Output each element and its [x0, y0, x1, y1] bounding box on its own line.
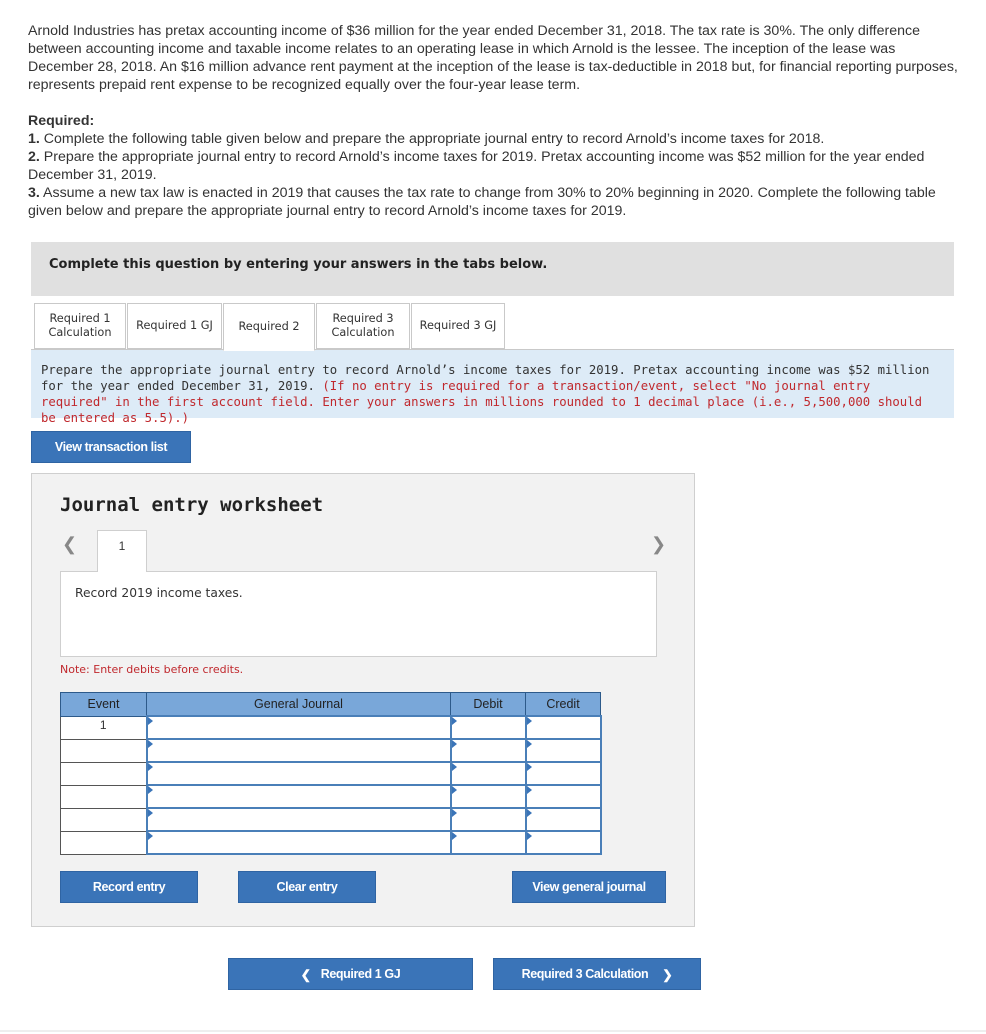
tab-required-1-gj[interactable]: Required 1 GJ: [127, 303, 222, 349]
dropdown-caret-icon: [452, 740, 457, 748]
credit-input[interactable]: [526, 716, 601, 739]
event-header: Event: [61, 693, 147, 717]
dropdown-caret-icon: [148, 832, 153, 840]
view-general-journal-button[interactable]: View general journal: [512, 871, 666, 903]
credit-input[interactable]: [526, 739, 601, 762]
debits-note: Note: Enter debits before credits.: [60, 663, 244, 676]
event-cell: [61, 785, 147, 808]
event-cell: 1: [61, 716, 147, 739]
credit-input[interactable]: [526, 808, 601, 831]
next-tab-label: Required 3 Calculation: [521, 967, 649, 981]
dropdown-caret-icon: [148, 763, 153, 771]
dropdown-caret-icon: [148, 717, 153, 725]
general-journal-header: General Journal: [147, 693, 451, 717]
chevron-right-icon: ❯: [662, 967, 673, 982]
account-select[interactable]: [147, 716, 451, 739]
tab-required-2[interactable]: Required 2: [223, 303, 315, 351]
instructions-main: Prepare the appropriate journal entry to record Arnold’s income taxes for 2019. Pretax accounting income was $52 million for the year ended December 31, 2019.: [41, 363, 930, 393]
chevron-right-icon[interactable]: ❯: [651, 534, 667, 554]
credit-input[interactable]: [526, 762, 601, 785]
dropdown-caret-icon: [452, 832, 457, 840]
credit-input[interactable]: [526, 831, 601, 854]
required-item-2: 2. Prepare the appropriate journal entry to record Arnold’s income taxes for 2019. Pretax accounting income was $52 million for the year ended December 31, 2019.: [28, 149, 925, 183]
dropdown-caret-icon: [148, 740, 153, 748]
worksheet-title: Journal entry worksheet: [60, 494, 324, 516]
event-cell: [61, 739, 147, 762]
debit-input[interactable]: [451, 739, 526, 762]
account-select[interactable]: [147, 739, 451, 762]
dropdown-caret-icon: [527, 832, 532, 840]
credit-input[interactable]: [526, 785, 601, 808]
debit-input[interactable]: [451, 808, 526, 831]
prev-tab-label: Required 1 GJ: [320, 967, 401, 981]
page-bottom-divider: [0, 1030, 986, 1032]
debit-input[interactable]: [451, 785, 526, 808]
account-select[interactable]: [147, 831, 451, 854]
journal-entry-worksheet: [31, 473, 695, 927]
dropdown-caret-icon: [527, 809, 532, 817]
table-row: [61, 808, 601, 831]
record-entry-button[interactable]: Record entry: [60, 871, 198, 903]
table-row: [61, 831, 601, 854]
dropdown-caret-icon: [527, 717, 532, 725]
event-cell: [61, 831, 147, 854]
debit-input[interactable]: [451, 716, 526, 739]
dropdown-caret-icon: [148, 809, 153, 817]
general-journal-table: [60, 692, 602, 855]
instructions-note: (If no entry is required for a transaction/event, select "No journal entry required" in the first account field. Enter your answers in millions rounded to 1 decimal place (i.e., 5,500,000 should be entered as 5.5).): [41, 379, 922, 425]
required-item-1: 1. Complete the following table given below and prepare the appropriate journal entry to record Arnold’s income taxes for 2018.: [28, 131, 825, 147]
problem-paragraph: Arnold Industries has pretax accounting income of $36 million for the year ended December 31, 2018. The tax rate is 30%. The only difference between accounting income and taxable income relates to an operating lease in which Arnold is the lessee. The inception of the lease was December 28, 2018. An $16 million advance rent payment at the inception of the lease is tax-deductible in 2018 but, for financial reporting purposes, represents prepaid rent expense to be recognized equally over the four-year lease term.: [28, 23, 958, 93]
view-transaction-list-button[interactable]: View transaction list: [31, 431, 191, 463]
debit-header: Debit: [451, 693, 526, 717]
clear-entry-button[interactable]: Clear entry: [238, 871, 376, 903]
dropdown-caret-icon: [527, 740, 532, 748]
tab-required-3-calculation[interactable]: Required 3 Calculation: [316, 303, 410, 349]
debit-input[interactable]: [451, 762, 526, 785]
debit-input[interactable]: [451, 831, 526, 854]
table-row: [61, 739, 601, 762]
table-row: [61, 762, 601, 785]
dropdown-caret-icon: [527, 786, 532, 794]
account-select[interactable]: [147, 785, 451, 808]
required-item-3: 3. Assume a new tax law is enacted in 2019 that causes the tax rate to change from 30% to 20% beginning in 2020. Complete the following table given below and prepare the appropriate journal entry to record Arnold’s income taxes for 2019.: [28, 185, 936, 219]
table-row: [61, 785, 601, 808]
tab-required-3-gj[interactable]: Required 3 GJ: [411, 303, 505, 349]
dropdown-caret-icon: [527, 763, 532, 771]
problem-text: [28, 22, 960, 220]
chevron-left-icon: ❮: [300, 967, 311, 982]
dropdown-caret-icon: [452, 809, 457, 817]
entry-tab-1[interactable]: 1: [97, 530, 147, 572]
prev-tab-button[interactable]: [228, 958, 473, 990]
tab-required-1-calculation[interactable]: Required 1 Calculation: [34, 303, 126, 349]
tab-instructions: [31, 350, 954, 425]
instructions-banner: Complete this question by entering your answers in the tabs below.: [31, 242, 954, 296]
account-select[interactable]: [147, 808, 451, 831]
table-row: [61, 716, 601, 739]
dropdown-caret-icon: [148, 786, 153, 794]
account-select[interactable]: [147, 762, 451, 785]
event-cell: [61, 762, 147, 785]
next-tab-button[interactable]: [493, 958, 701, 990]
entry-description: Record 2019 income taxes.: [60, 571, 657, 657]
event-cell: [61, 808, 147, 831]
chevron-left-icon[interactable]: ❮: [62, 534, 78, 554]
dropdown-caret-icon: [452, 786, 457, 794]
required-heading: Required:: [28, 113, 95, 129]
credit-header: Credit: [526, 693, 601, 717]
dropdown-caret-icon: [452, 717, 457, 725]
dropdown-caret-icon: [452, 763, 457, 771]
